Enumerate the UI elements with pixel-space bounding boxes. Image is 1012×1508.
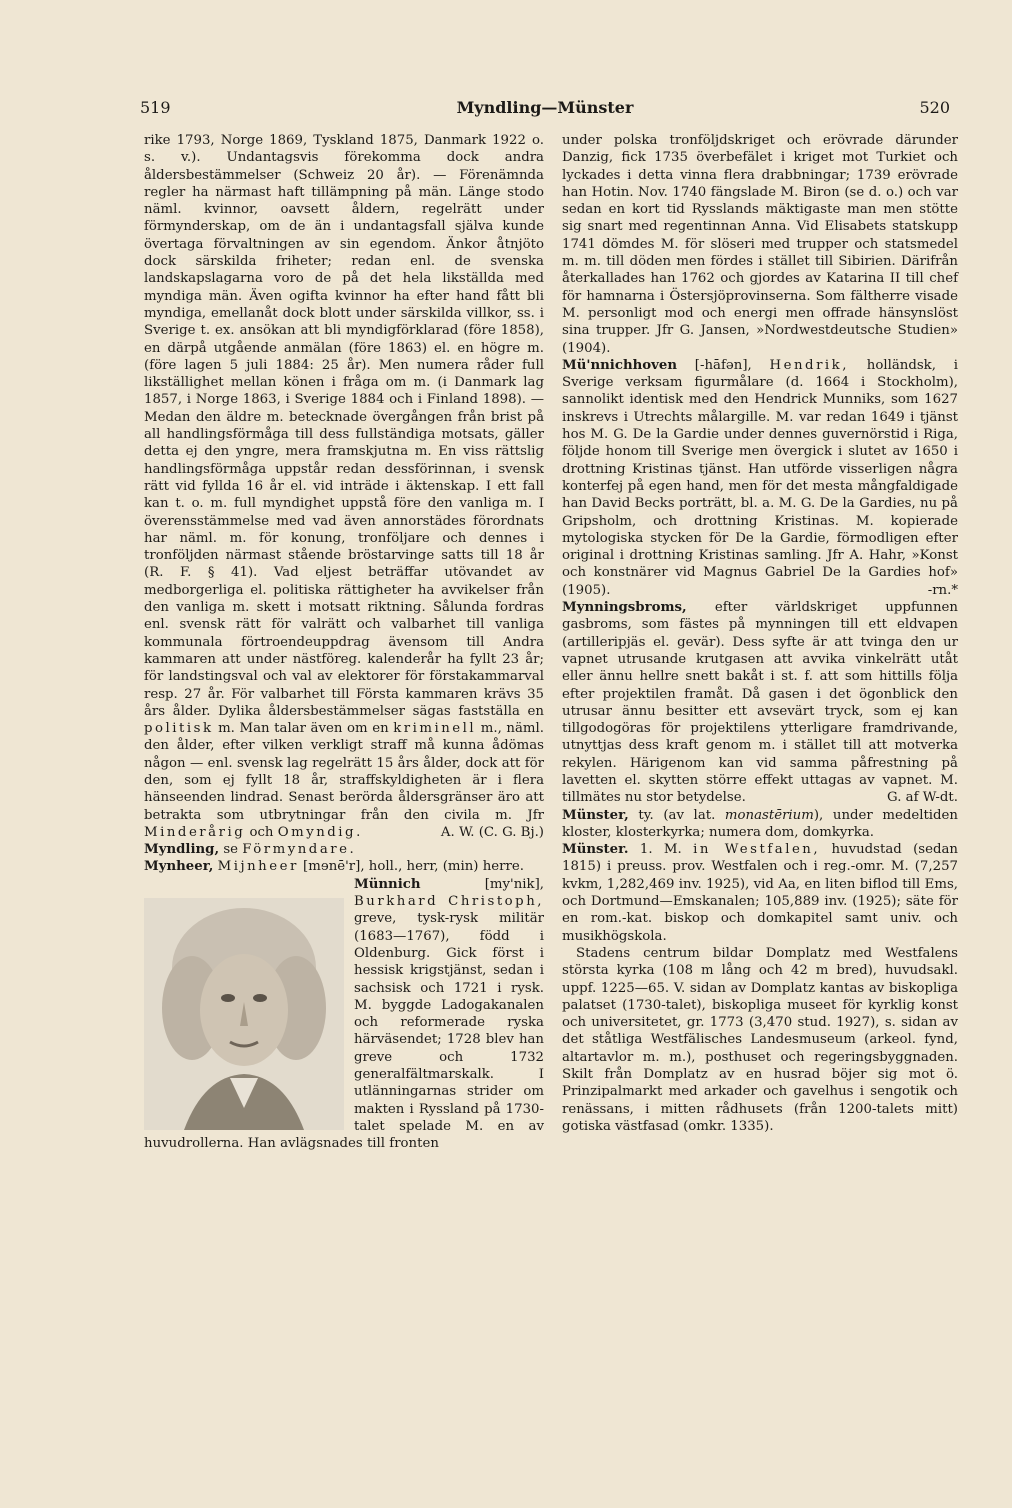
munnich-continuation: under polska tronföljdskriget och erövrade därunder Danzig, fick 1735 överbefälet i kriget mot Turkiet och lyckades i detta vinna flera drabbningar; 1739 erövrade han Hotin. Nov. 1740 fängslade M. Biron (se d. o.) och var sedan en kort tid Rysslands mäktigaste man men stötte sig snart med regentinnan Anna. Vid Elisabets statskupp 1741 dömdes M. för slöseri med trupper och statsmedel m. m. till döden men fördes i stället till Sibirien. Därifrån återkallades han 1762 och gjordes av Katarina II till chef för hamnarna i Östersjöprovinserna. Som fältherre visade M. personligt mod och energi men offrade hänsynslöst sina trupper. Jfr G. Jansen, »Nordwestdeutsche Studien» (1904).: [562, 133, 958, 356]
left-column: [144, 132, 544, 1153]
entry-munnich: Münnich [my'nik], Burkhard Christoph, greve, tysk-rysk militär (1683—1767), född i Oldenburg. Gick först i hessisk krigstjänst, sedan i sachsisk och 1721 i rysk. M. byggde Ladogakanalen och reformerade ryska härväsendet; 1728 blev han greve och 1732 generalfältmarskalk. I utlänningarnas strider om makten i Ryssland på 1730-talet spelade M. en av huvudrollerna. Han avlägsnades till fronten: [144, 876, 544, 1152]
headword: Münster,: [562, 807, 629, 823]
entry-munnichhoven: Mü'nnichhoven [-hāfən], Hendrik, holländsk, i Sverige verksam figurmålare (d. 1664 i Stockholm), sannolikt identisk med den Hendrick Munniks, som 1627 inskrevs i Utrechts målargille. M. var redan 1649 i tjänst hos M. G. De la Gardie under dennes guvernörstid i Riga, följde honom till Sverige men övergick i slutet av 1650 i drottning Kristinas tjänst. Han utförde visserligen några konterfej på egen hand, men för det mesta mångfaldigade han David Becks porträtt, bl. a. M. G. De la Gardies, nu på Gripsholm, och drottning Kristinas. M. kopierade mytologiska stycken för De la Gardie, förmodligen efter original i drottning Kristinas samling. Jfr A. Hahr, »Konst och konstnärer vid Magnus Gabriel De la Gardies hof» (1905). -rn.*: [562, 357, 958, 598]
headword: Mynheer,: [144, 859, 214, 875]
munster-paragraph-2: Stadens centrum bildar Domplatz med Westfalens största kyrka (108 m lång och 42 m bred), huvudsakl. uppf. 1225—65. V. sidan av Domplatz kantas av biskopliga palatset (1730-talet), biskopliga museet för kyrklig konst och universitetet, gr. 1773 (3,470 stud. 1927), s. sidan av det ståtliga Westfälisches Landesmuseum (arkeol. fynd, altartavlor m. m.), posthuset och regeringsbyggnaden. Skilt från Domplatz av en husrad böjer sig mot ö. Prinzipalmarkt med arkader och gavelhus i sengotik och renässans, i mitten rådhusets (från 1200-talets mitt) gotiska västfasad (omkr. 1335).: [562, 945, 958, 1134]
portrait-image: [144, 898, 344, 1130]
headword: Mü'nnichhoven: [562, 357, 677, 373]
entry-munster-westfalen: Münster. 1. M. in Westfalen, huvudstad (sedan 1815) i preuss. prov. Westfalen och i reg.-omr. M. (7,257 kvkm, 1,282,469 inv. 1925), vid Aa, en liten biflod till Ems, och Dortmund—Emskanalen; 105,889 inv. (1925); säte för en rom.-kat. biskop och domkapitel samt univ. och musikhögskola.: [562, 842, 958, 944]
page-header: [140, 98, 950, 124]
entry-munster: Münster, ty. (av lat. monastērium), under medeltiden kloster, klosterkyrka; numera dom, domkyrka.: [562, 807, 958, 840]
myndighet-continuation: rike 1793, Norge 1869, Tyskland 1875, Danmark 1922 o. s. v.). Undantagsvis förekomma dock andra åldersbestämmelser (Schweiz 20 år). — Förenämnda regler ha närmast haft tillämpning på män. Länge stodo näml. kvinnor, oavsett åldern, regelrätt under förmynderskap, om de än i undantagsfall själva kunde övertaga förvaltningen av sin egendom. Änkor åtnjöto dock särskilda friheter; redan enl. de svenska landskapslagarna voro de på det hela likställda med myndiga män. Även ogifta kvinnor ha efter hand fått bli myndiga, emellanåt dock blott under särskilda villkor, ss. i Sverige t. ex. ansökan att bli myndigförklarad (före 1858), en därpå utgående anmälan (före 1863) el. en högre m. (före lagen 5 juli 1884: 25 år). Men numera råder full likställighet mellan könen i fråga om m. (i Danmark lag 1857, i Norge 1863, i Sverige 1884 och i Finland 1898). — Medan den äldre m. betecknade övergången från brist på all handlingsförmåga till dess fullständiga motsats, gäller detta ej den yngre, mera framskjutna m. En viss rättslig handlingsförmåga uppstår redan dessförinnan, i svensk rätt vid fyllda 16 år el. vid inträde i äktenskap. I ett fall kan t. o. m. full myndighet uppstå före den vanliga m. I överensstämmelse med vad även annorstädes förordnats har näml. m. för konung, tronföljare och dennes i tronföljden närmast stående bröstarvinge satts till 18 år (R. F. § 41). Vad eljest beträffar utövandet av medborgerliga el. politiska rättigheter ha avvikelser från den vanliga m. skett i motsatt riktning. Sålunda fordras enl. svensk rätt för valrätt och valbarhet till vanliga kommunala förtroendeuppdrag ävensom till Andra kammaren att under nästföreg. kalenderår ha fyllt 23 år; för landstingsval och val av elektorer för förstakammarval resp. 27 år. För valbarhet till Första kammaren krävs 35 års ålder. Dylika åldersbestämmelser sägas fastställa en politisk m. Man talar även om en kriminell m., näml. den ålder, efter vilken verkligt straff må kunna ådömas någon — enl. svensk lag regelrätt 15 års ålder, dock att för den, som ej fyllt 18 år, straffskyldigheten är i flera hänseenden lindrad. Senast berörda åldersgränser äro att betrakta som utbrytningar från den civila m. Jfr Minderårig och Omyndig. A. W. (C. G. Bj.): [144, 133, 544, 840]
headword: Myndling,: [144, 842, 220, 858]
left-page-number: 519: [140, 98, 171, 117]
headword: Mynningsbroms,: [562, 600, 687, 616]
entry-mynningsbroms: Mynningsbroms, efter världskriget uppfunnen gasbroms, som fästes på mynningen till ett eldvapen (artilleripjäs el. gevär). Dess syfte är att tvinga den ur vapnet utrusande krutgasen att avvika vinkelrätt utåt eller ännu hellre snett bakåt i st. f. att som hittills följa efter projektilen framåt. Då gasen i det ögonblick den utrusar ännu besitter ett avsevärt tryck, som ej kan tillgodogöras för projektilens ytterligare framdrivande, utnyttjas dess kraft genom m. i stället till att motverka rekylen. Härigenom kan vid samma påfrestning på lavetten el. skytten större effekt uttagas av vapnet. M. tillmätes nu stor betydelse. G. af W-dt.: [562, 600, 958, 806]
right-page-number: 520: [919, 98, 950, 117]
signature: G. af W-dt.: [887, 790, 958, 806]
entry-myndling: Myndling, se Förmyndare.: [144, 842, 357, 858]
headword: Münnich: [354, 876, 421, 892]
headword: Münster.: [562, 842, 629, 858]
signature: A. W. (C. G. Bj.): [440, 824, 544, 840]
running-title: Myndling—Münster: [456, 98, 634, 117]
entry-mynheer: Mynheer, Mijnheer [mɘnē'r], holl., herr, (min) herre.: [144, 859, 524, 875]
right-column: [562, 132, 958, 1135]
signature: -rn.*: [927, 582, 958, 598]
